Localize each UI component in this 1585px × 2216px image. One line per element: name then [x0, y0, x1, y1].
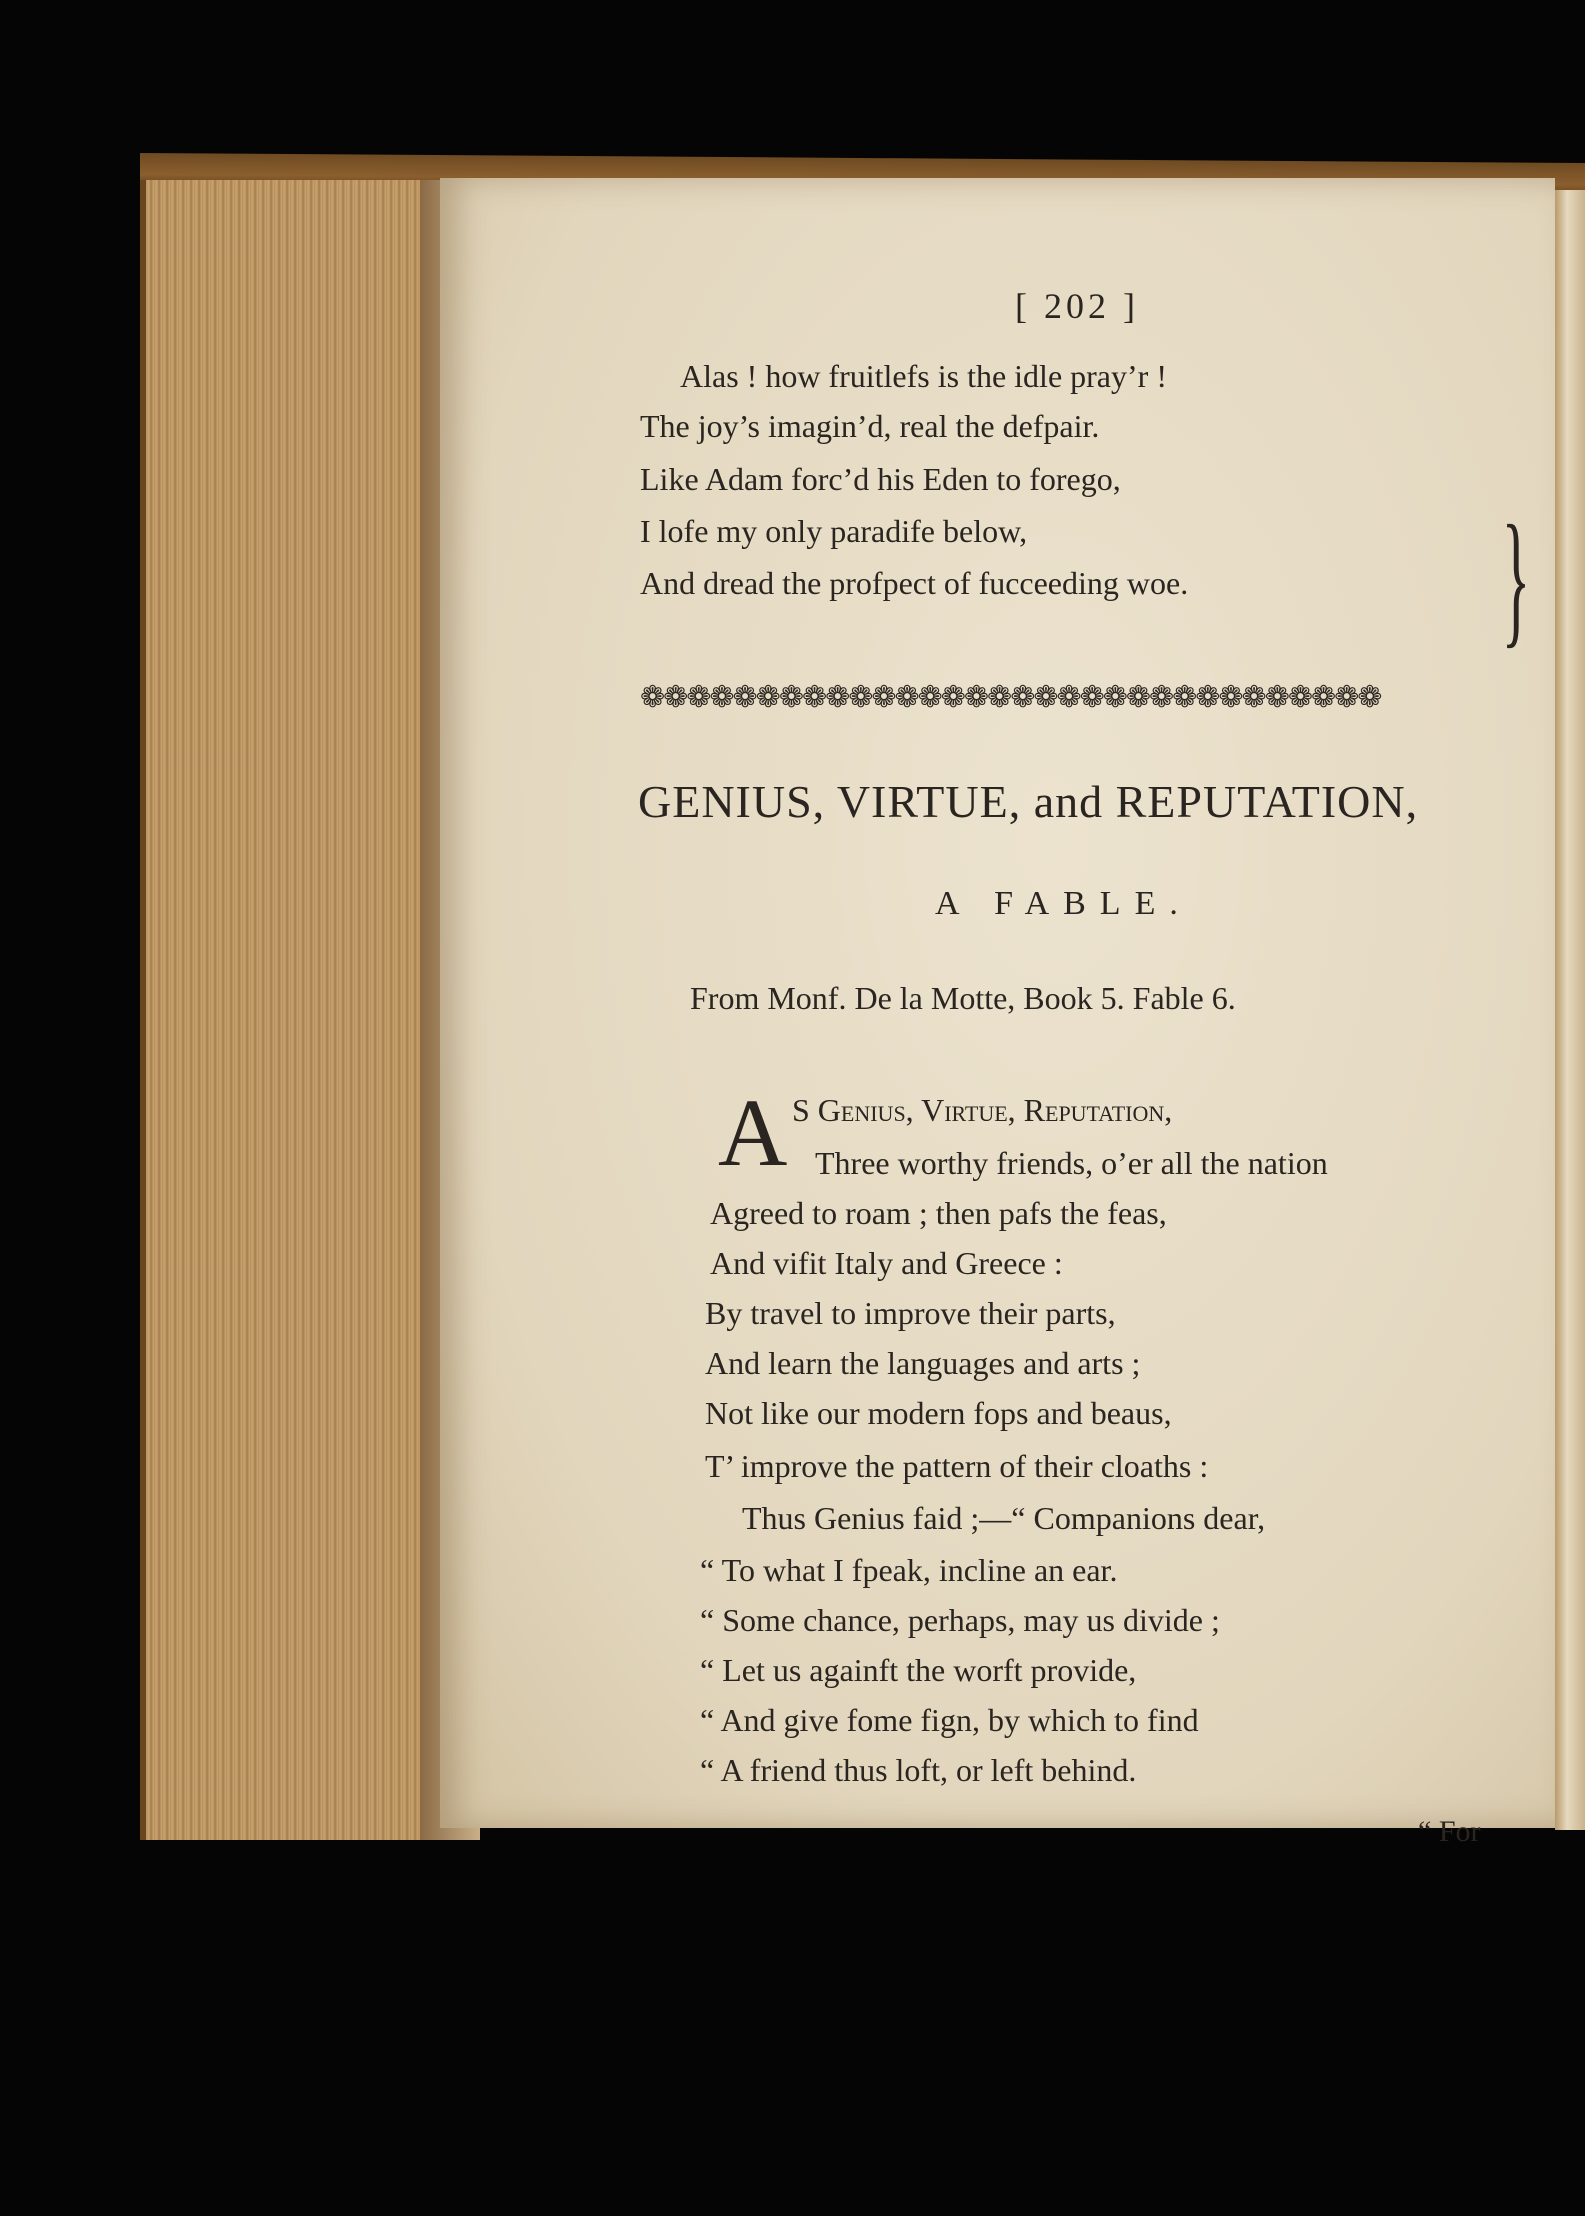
- fable-line: “ Some chance, perhaps, may us divide ;: [700, 1602, 1220, 1638]
- ornament-rule: ❁❁❁❁❁❁❁❁❁❁❁❁❁❁❁❁❁❁❁❁❁❁❁❁❁❁❁❁❁❁❁❁: [640, 681, 1381, 714]
- fable-line: T’ improve the pattern of their cloaths :: [705, 1448, 1209, 1484]
- fable-line: “ Let us againft the worft provide,: [700, 1652, 1137, 1688]
- poem-source: From Monf. De la Motte, Book 5. Fable 6.: [690, 980, 1236, 1016]
- fable-line: And vifit Italy and Greece :: [710, 1245, 1063, 1281]
- stanza-line: Like Adam forc’d his Eden to forego,: [640, 461, 1121, 497]
- drop-capital: A: [718, 1079, 788, 1186]
- fable-line: Agreed to roam ; then pafs the feas,: [710, 1195, 1167, 1231]
- fable-line: “ A friend thus loft, or left behind.: [700, 1752, 1137, 1788]
- stanza-line: Alas ! how fruitlefs is the idle pray’r !: [680, 358, 1167, 394]
- stanza-line: The joy’s imagin’d, real the defpair.: [640, 408, 1100, 444]
- fable-line: By travel to improve their parts,: [705, 1295, 1116, 1331]
- page-number: [ 202 ]: [1015, 286, 1139, 326]
- catchword: “ For: [1418, 1815, 1481, 1848]
- stanza-line: I lofe my only paradife below,: [640, 513, 1028, 549]
- fable-line: S Genius, Virtue, Reputation,: [792, 1092, 1173, 1128]
- fable-line: “ And give fome fign, by which to find: [700, 1702, 1199, 1738]
- fable-line: Not like our modern fops and beaus,: [705, 1395, 1172, 1431]
- page-edges: [140, 180, 456, 1840]
- fable-line: Thus Genius faid ;—“ Companions dear,: [742, 1500, 1266, 1536]
- poem-title: GENIUS, VIRTUE, and REPUTATION,: [638, 776, 1419, 827]
- stanza-line: And dread the profpect of fucceeding woe.: [640, 565, 1189, 601]
- fable-line: And learn the languages and arts ;: [705, 1345, 1141, 1381]
- triplet-brace: }: [1501, 495, 1531, 661]
- fable-line: Three worthy friends, o’er all the nation: [815, 1145, 1328, 1181]
- right-page-edge: [1555, 190, 1585, 1830]
- poem-subtitle: A FABLE.: [935, 885, 1192, 922]
- fable-line: “ To what I fpeak, incline an ear.: [700, 1552, 1118, 1588]
